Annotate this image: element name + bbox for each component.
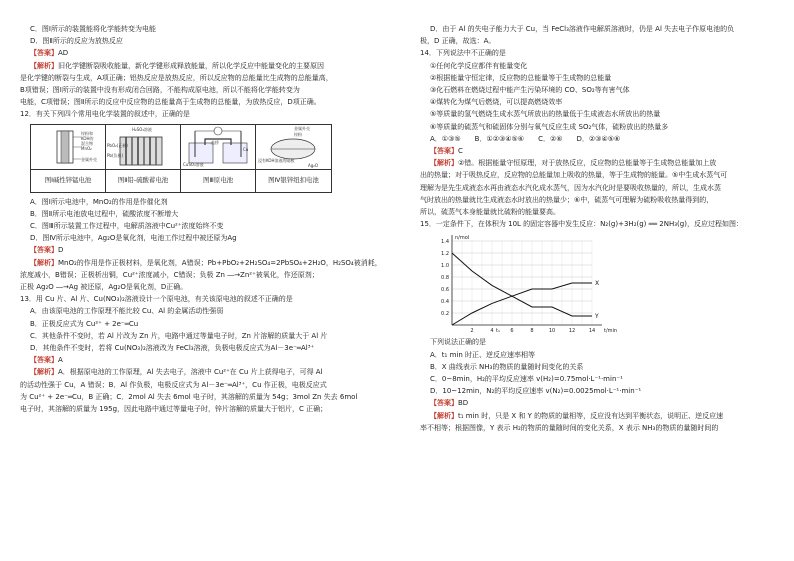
device-1-diagram: [31, 125, 105, 170]
q15-stem: 15．一定条件下，在体积为 10L 的固定容器中发生反应：N₂(g)+3H₂(g) ══ 2NH₃(g)，反应过程如图：: [420, 220, 743, 229]
q14-explanation-1: 【解析】②错。根据能量守恒原理，对于放热反应，反应物的总能量等于生成物总能量加上放: [430, 159, 717, 168]
device-1-label-5: 金属外壳: [81, 156, 97, 162]
device-4-label-3: 浸有KOH溶液的隔板: [258, 157, 295, 163]
device-4-label-4: Ag₂O: [308, 162, 319, 168]
device-4-label-1: 金属外壳: [294, 125, 310, 131]
q13-option-a: A．由该原电池的工作原理不能比较 Cu、Al 的金属活动性强弱: [30, 307, 224, 316]
q12-explanation-2: 浓度减小，B错误；正极析出铜，Cu²⁺浓度减小，C错误；负极 Zn ―→Zn²⁺被氧化，作还原剂；: [20, 270, 319, 279]
q14-options: A．①③⑤ B．①②③④⑤⑥ C．②⑥ D．②③④⑤⑥: [430, 134, 621, 143]
q12-option-d: D．图Ⅳ所示电池中，Ag₂O是氧化剂，电池工作过程中被还原为Ag: [30, 234, 237, 243]
chart-series-label-x: X: [595, 280, 600, 288]
q15-explanation-1: 【解析】t₁ min 时，只是 X 和 Y 的物质的量相等，反应没有达到平衡状态，说明正、逆反应速: [430, 411, 724, 420]
q11-option-d: D．图Ⅱ所示的反应为放热反应: [30, 37, 123, 46]
device-3-label-3: CuSO₄溶液: [183, 161, 204, 167]
chart-x-tick-label: 6: [510, 328, 514, 335]
q15-option-c: C．0~8min，H₂的平均反应速率 v(H₂)=0.75mol·L⁻¹·min⁻¹: [430, 375, 623, 384]
q13-explanation-4: 电子时，其溶解的质量为 195g，因此电路中通过等量电子时，锌片溶解的质量大于铝片，C 正确；: [20, 405, 328, 414]
q13-explanation-2: 的活动性强于 Cu，A 错误；B．Al 作负极，电极反应式为 Al－3e⁻═Al³⁺，Cu 作正极，电极反应式: [20, 380, 327, 389]
chart-y-tick-label: 1.0: [441, 263, 449, 270]
q14-item-6: ⑥等质量的硫蒸气和硫固体分别与氧气反应生成 SO₂气体，硫粉放出的热量多: [430, 122, 669, 131]
q11-explanation-4: 电能，C项错误；图Ⅱ所示的反应中反应物的总能量高于生成物的总能量，为放热反应，D项正确。: [20, 98, 321, 107]
chart-y-tick-label: 1.4: [441, 239, 449, 246]
q12-answer: 【答案】D: [30, 246, 64, 255]
q11-explanation-2: 是化学键的断裂与生成，A项正确；铝热反应是放热反应，所以反应物的总能量比生成物的总能量高，: [20, 73, 333, 82]
right-column: [420, 0, 792, 561]
q15-option-b: B．X 曲线表示 NH₃的物质的量随时间变化的关系: [430, 362, 584, 371]
device-1-label-3: 混合物: [81, 140, 93, 146]
q13-option-c: C．其他条件不变时，若 Al 片改为 Zn 片，电路中通过等量电子时，Zn 片溶解的质量大于 Al 片: [30, 331, 328, 340]
left-column: [20, 0, 392, 561]
device-2-label-1: H₂SO₄溶液: [132, 126, 152, 132]
q14-item-4: ④煤转化为煤气后燃烧，可以提高燃烧效率: [430, 98, 563, 107]
device-2-caption: 图Ⅱ铅-硫酸蓄电池: [117, 176, 169, 185]
q14-stem: 14．下列说法中不正确的是: [420, 49, 506, 58]
q11-answer: 【答案】AD: [30, 49, 69, 58]
q15-explanation-2: 率不相等；根据图像，Y 表示 H₂的物质的量随时间的变化关系，X 表示 NH₃的物质的量随时间的: [420, 423, 719, 432]
q15-answer: 【答案】BD: [430, 399, 469, 408]
chart-x-tick-label: t₁: [496, 328, 500, 335]
device-1-caption: 图Ⅰ碱性锌锰电池: [44, 176, 92, 185]
q11-explanation-3: B项错误；图Ⅰ所示的装置中没有形成闭合回路，不能构成原电池，所以不能将化学能转变为: [20, 86, 300, 95]
q12-device-figure: [30, 124, 332, 193]
device-3-caption: 图Ⅲ原电池: [203, 176, 233, 185]
device-2-label-3: Pb(负极): [107, 152, 124, 158]
device-3-label-2: Cu: [243, 146, 249, 152]
q13-explanation-3: 为 Cu²⁺ + 2e⁻═Cu，B 正确；C．2mol Al 失去 6mol 电子时，其溶解的质量为 54g；3mol Zn 失去 6mol: [20, 392, 358, 401]
device-4: [256, 125, 331, 192]
device-2-label-2: PbO₂(正极): [107, 142, 128, 148]
device-4-diagram: [256, 125, 331, 170]
q11-option-c: C．图Ⅰ所示的装置能将化学能转变为电能: [30, 25, 156, 33]
device-4-caption: 图Ⅳ银锌纽扣电池: [268, 176, 319, 185]
q13-option-d: D．其他条件不变时，若将 Cu(NO₃)₂溶液改为 FeCl₃溶液，负极电极反应式为Al－3e⁻═Al³⁺: [30, 344, 315, 353]
q12-option-a: A．图Ⅰ所示电池中，MnO₂的作用是作催化剂: [30, 197, 168, 206]
q13-answer: 【答案】A: [30, 356, 63, 365]
q13-stem: 13．用 Cu 片、Al 片、Cu(NO₃)₂溶液设计一个原电池，有关该原电池的叙述不正确的是: [20, 295, 293, 304]
q14-explanation-2: 出的热量；对于吸热反应，反应物的总能量加上吸收的热量，等于生成物的能量。⑤中生成水蒸气可: [420, 171, 728, 180]
q12-option-c: C．图Ⅲ所示装置工作过程中，电解质溶液中Cu²⁺浓度始终不变: [30, 222, 224, 231]
chart-y-tick-label: 0.8: [441, 275, 449, 282]
chart-x-tick-label: 14: [588, 328, 596, 335]
device-1-label-2: KOH的: [81, 135, 94, 141]
chart-y-tick-label: 0.4: [441, 299, 449, 306]
q15-chart: [426, 231, 726, 335]
q13-explanation-1: 【解析】A．根据原电池的工作原理，Al 失去电子，溶液中 Cu²⁺在 Cu 片上获得电子，可得 Al: [30, 368, 323, 377]
chart-series-label-y: Y: [595, 313, 599, 321]
chart-x-tick-label: 4: [490, 328, 494, 335]
chart-x-tick-label: 2: [470, 328, 474, 335]
q14-explanation-4: 气时放出的热量就比生成液态水时放出的热量少；⑥中，硫蒸气可理解为硫粉吸收热量得到的，: [420, 195, 714, 204]
chart-x-tick-label: 12: [568, 328, 576, 335]
q12-stem: 12．有关下列四个常用电化学装置的叙述中，正确的是: [20, 110, 190, 119]
chart-y-tick-label: 0.2: [441, 311, 449, 318]
q15-option-d: D．10~12min，N₂的平均反应速率 v(N₂)=0.0025mol·L⁻¹·min⁻¹: [430, 387, 642, 396]
device-2-diagram: [106, 125, 180, 170]
chart-y-axis-label: n/mol: [455, 235, 470, 242]
q15-option-a: A．t₁ min 时正、逆反应速率相等: [430, 350, 535, 359]
q11-explanation-1: 【解析】旧化学键断裂吸收能量，新化学键形成释放能量，所以化学反应中能量变化的主要原因: [30, 61, 324, 70]
device-2: [106, 125, 181, 192]
q14-item-1: ①任何化学反应都伴有能量变化: [430, 61, 528, 70]
q12-explanation-3: 正极 Ag₂O ―→Ag 被还原，Ag₂O是氧化剂，D正确。: [20, 283, 188, 292]
chart-y-tick-label: 0.6: [441, 287, 449, 294]
q14-item-3: ③化石燃料在燃烧过程中能产生污染环境的 CO、SO₂等有害气体: [430, 86, 630, 95]
q13-option-b: B．正极反应式为 Cu²⁺ + 2e⁻═Cu: [30, 319, 139, 328]
q14-answer: 【答案】C: [430, 147, 463, 156]
chart-x-axis-label: t/min: [604, 328, 618, 335]
device-3-label-1: 盐桥: [211, 139, 219, 145]
q13-continued-1: D．由于 Al 的失电子能力大于 Cu，当 FeCl₃溶液作电解质溶液时，仍是 Al 失去电子作原电池的负: [430, 25, 735, 33]
q15-after-chart: 下列说法正确的是: [430, 338, 486, 347]
chart-x-tick-label: 10: [548, 328, 556, 335]
device-1: [31, 125, 106, 192]
device-3: [181, 125, 256, 192]
device-1-label-1: 锌粉和: [81, 130, 93, 136]
device-1-label-4: MnO₂: [81, 145, 92, 151]
device-3-diagram: [181, 125, 255, 170]
q12-option-b: B．图Ⅱ所示电池放电过程中，硫酸浓度不断增大: [30, 209, 179, 218]
q12-explanation-1: 【解析】MnO₂的作用是作正极材料，是氧化剂，A错误；Pb+PbO₂+2H₂SO₄=2PbSO₄+2H₂O，H₂SO₄被消耗，: [30, 258, 382, 267]
q13-continued-2: 极，D 正确，故选：A。: [420, 37, 496, 46]
chart-x-tick-label: 8: [530, 328, 534, 335]
q14-item-2: ②根据能量守恒定律，反应物的总能量等于生成物的总能量: [430, 73, 612, 82]
q14-explanation-3: 理解为是先生成液态水再由液态水汽化成水蒸气，因为水汽化时是要吸收热量的，所以，生成水蒸: [420, 183, 721, 192]
q15-chart-svg: [426, 231, 726, 335]
device-4-label-2: 锌粉: [294, 131, 302, 137]
q14-explanation-5: 所以，硫蒸气本身能量就比硫粉的能量要高。: [420, 208, 560, 217]
q14-item-5: ⑤等质量的氢气燃烧生成水蒸气所放出的热量低于生成液态水所放出的热量: [430, 110, 661, 119]
chart-y-tick-label: 1.2: [441, 251, 449, 258]
